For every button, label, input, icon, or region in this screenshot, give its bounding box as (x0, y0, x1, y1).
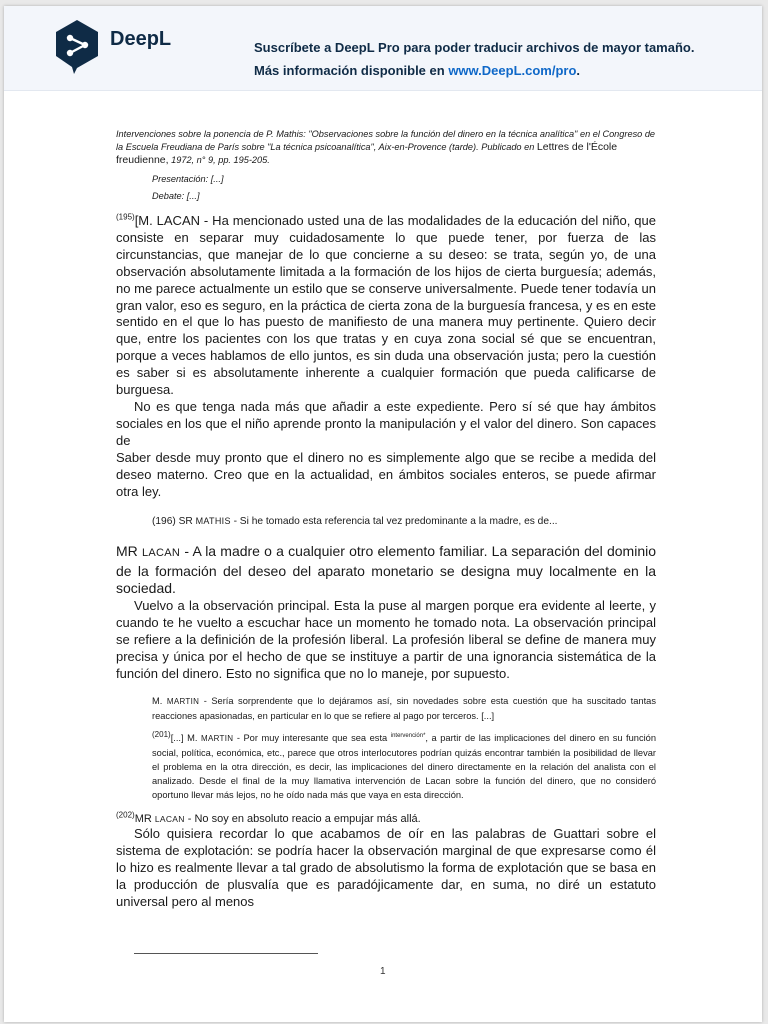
source-text: Intervenciones sobre la ponencia de P. Mathis: "Observaciones sobre la función del dinero en la técnica analítica" en el Congreso de la Escuela Freudiana de París sobre "La técnica psicoanalítica", Aix-en-Provence (tarde). Publicado en (116, 129, 656, 152)
page-ref-202: (202) (116, 810, 135, 820)
deepl-banner (4, 6, 762, 91)
paragraph-mathis (152, 514, 656, 529)
paragraph-3: Saber desde muy pronto que el dinero no es simplemente algo que se recibe a medida del deseo materno. Creo que en la actualidad, en ámbitos sociales enteros, se puede afirmar otra ley. (116, 449, 656, 499)
paragraph-lacan-2 (116, 543, 656, 598)
paragraph-2: No es que tenga nada más que añadir a este expediente. Pero sí sé que hay ámbitos sociales en los que el niño aprende pronto la manipulación y el valor del dinero. Son capaces de (116, 398, 656, 448)
page-number: 1 (380, 966, 386, 977)
speaker-prefix: MR (116, 543, 138, 560)
speaker-lacan: [M. LACAN (134, 213, 201, 228)
speaker-lacan: LACAN (141, 547, 181, 560)
promo-text (254, 36, 734, 82)
debate-line: Debate: [...] (152, 191, 200, 201)
presentacion-line: Presentación: [...] (152, 174, 224, 184)
document-page (4, 6, 762, 1022)
deepl-brand: DeepL (110, 28, 172, 50)
promo-line-1: Suscríbete a DeepL Pro para poder traducir archivos de mayor tamaño. (254, 40, 695, 55)
paragraph-text: - Si he tomado esta referencia tal vez predominante a la madre, es de... (230, 516, 558, 528)
speaker-prefix: M. (152, 696, 163, 707)
paragraph-text: - Sería sorprendente que lo dejáramos así, sin novedades sobre esta cuestión que ha suscitado tantas reacciones apasionadas, en particular en lo que se refiere al pago por terceros. [...] (152, 696, 656, 722)
page-ref-195: (195) (116, 212, 135, 222)
speaker-lacan: LACAN (154, 814, 185, 825)
paragraph-10: Sólo quisiera recordar lo que acabamos de oír en las palabras de Guattari sobre el sistema de explotación: se podría hacer la observación marginal de que expresarse como él lo hizo es realmente llevar a tal grado de absolutismo la forma de explotación que se basa en la producción de plusvalía que es paradójicamente dar, en suma, no diré un estatuto universal pero al menos (116, 826, 656, 910)
paragraph-text: - Por muy interesante que sea esta (233, 733, 388, 744)
promo-line-2 (254, 59, 734, 82)
speaker-prefix: [...] M. (170, 733, 198, 744)
speaker-martin: MARTIN (166, 697, 200, 707)
paragraph-lacan-1 (116, 213, 656, 399)
superscript-note: intervención* (390, 733, 426, 740)
document-body (116, 128, 656, 911)
page-ref-201: (201) (152, 730, 171, 740)
paragraph-lacan-3 (116, 812, 656, 826)
paragraph-text: - Ha mencionado usted una de las modalidades de la educación del niño, que consiste en separar muy cuidadosamente lo que puede tener, por fuerza de las circunstancias, que manejar de lo que concierne a su deseo: se trata, según yo, de una observación absolutamente limitada a la formación de los hijos de cierta burguesía; además, no me parece actualmente un estilo que se conserve universalmente. Puede tener todavía un gran valor, eso es seguro, en la práctica de cierta zona de la burguesía francesa, y es en este sentido en el que lo has puesto de manifiesto de una manera muy pertinente. Quiero decir que, entre los pacientes con los que tratas y en cuya zona social sé que se encuentran, porque a veces hablamos de ello juntos, es sin duda una observación justa; pero la cuestión es saber si es absolutamente inherente a cualquier formación que pueda calificarse de burguesa. (116, 213, 657, 398)
speaker-mathis: MATHIS (195, 516, 231, 527)
paragraph-text: - A la madre o a cualquier otro elemento familiar. La separación del dominio de la formación del deseo del aparato monetario se designa muy localmente en la sociedad. (116, 543, 656, 597)
deepl-pro-link[interactable]: www.DeepL.com/pro (448, 63, 577, 78)
journal-name: Lettres de l'École freudienne, (116, 141, 618, 166)
paragraph-martin-2 (152, 731, 656, 802)
speaker-martin: MARTIN (201, 734, 234, 744)
promo-line-2-prefix: Más información disponible en (254, 63, 449, 78)
deepl-logo-icon[interactable] (52, 18, 102, 76)
speaker-prefix: MR (134, 813, 152, 826)
source-reference (116, 128, 656, 167)
source-pages: 1972, n° 9, pp. 195-205. (171, 155, 270, 165)
paragraph-martin-1 (152, 694, 656, 723)
page-ref-196: (196) SR (152, 516, 193, 528)
paragraph-6: Vuelvo a la observación principal. Esta la puse al margen porque era evidente al leerte, y cuando te he vuelto a escuchar hace un momento he tomado nota. La observación principal se refiere a la definición de la profesión liberal. La profesión liberal se define de manera muy precisa y única por el hecho de que se instituye a partir de una ignorancia sistemática de la función del dinero. Esto no significa que no lo maneje, por supuesto. (116, 597, 656, 681)
footnote-divider (134, 953, 318, 954)
paragraph-text: , a partir de las implicaciones del dinero en su función social, política, económica, etc., parece que otros interlocutores podrían quizás encontrar también la posibilidad de llevar el problema en la otra dirección, es decir, las implicaciones del dinero directamente en la relación del analista con el analizado. Desde el final de la muy llamativa intervención de Lacan sobre la función del dinero, que no consideró oportuno llevar más lejos, no he oído nada más que vaya en esta dirección. (152, 733, 657, 801)
promo-line-2-suffix: . (576, 63, 581, 78)
paragraph-text: - No soy en absoluto reacio a empujar más allá. (184, 813, 421, 826)
